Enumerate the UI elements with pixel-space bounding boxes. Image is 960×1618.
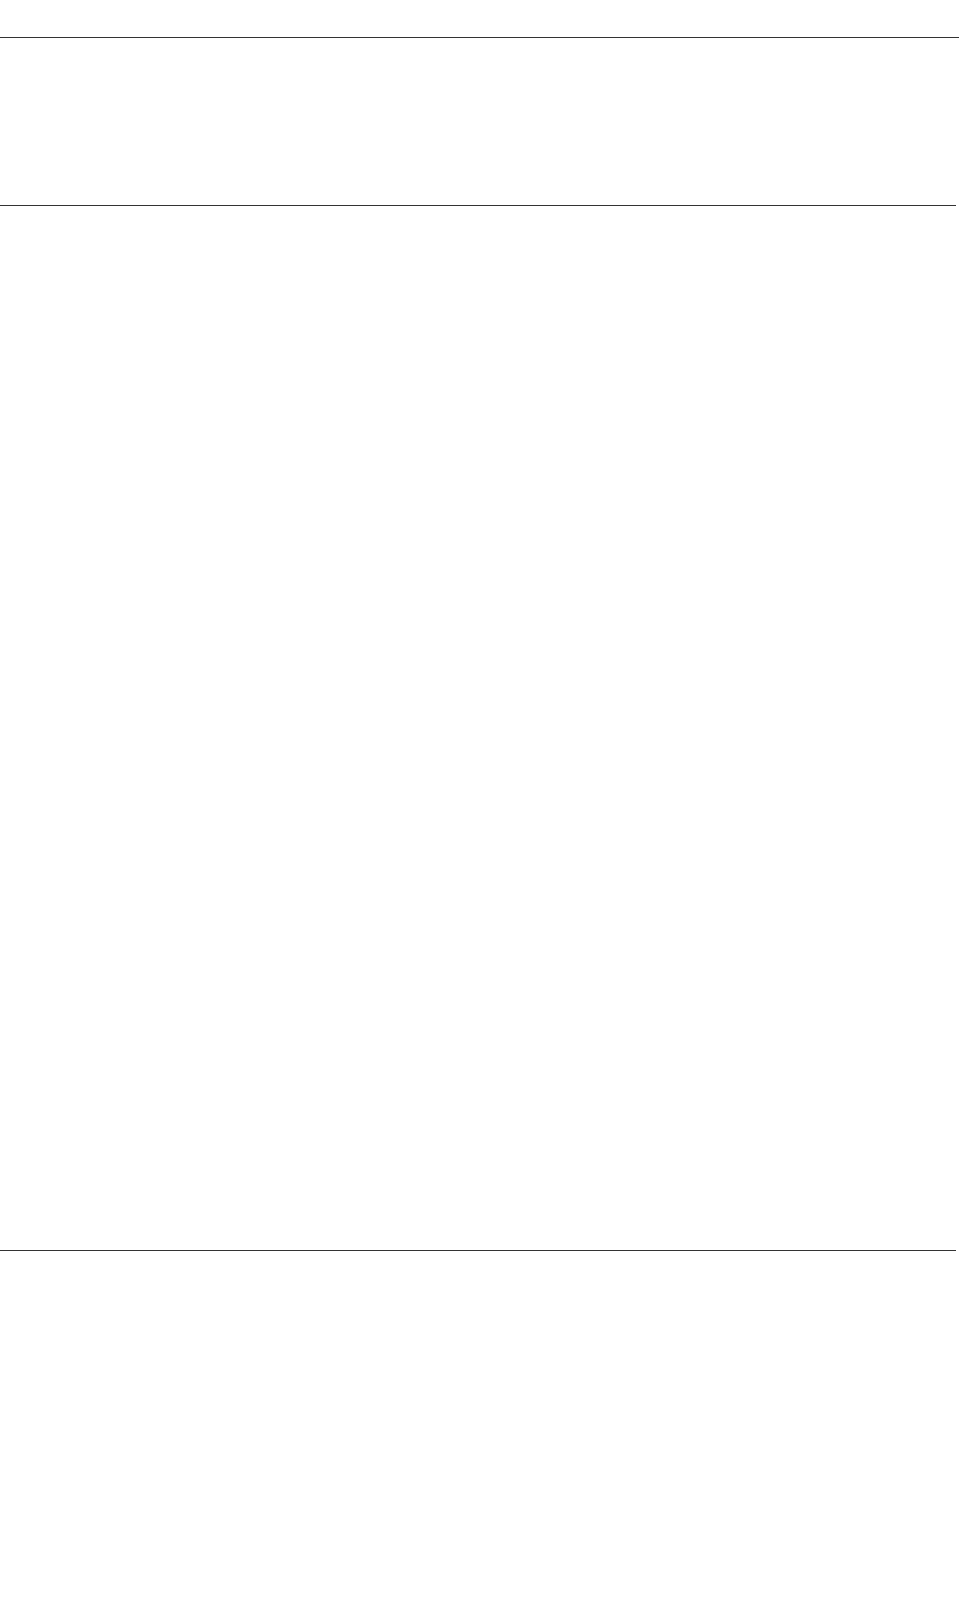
header-rule (0, 205, 956, 206)
bottom-rule (0, 1250, 956, 1251)
top-rule (0, 37, 959, 38)
